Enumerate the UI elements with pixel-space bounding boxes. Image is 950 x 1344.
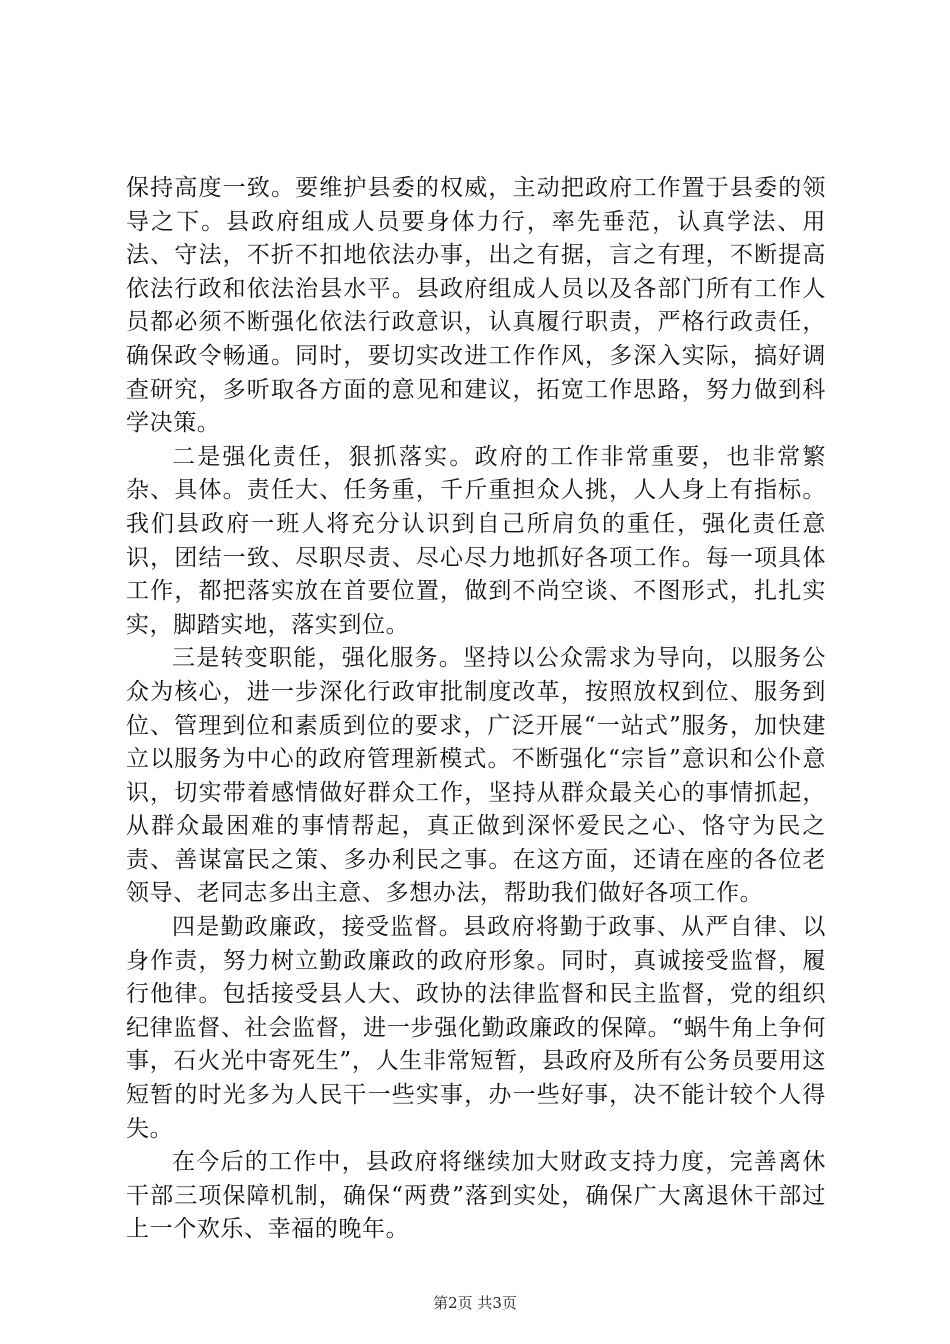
page-footer: 第2页 共3页	[433, 1294, 517, 1312]
paragraph-future-work: 在今后的工作中，县政府将继续加大财政支持力度，完善离休干部三项保障机制，确保“两费”落到实处，确保广大离退休干部过上一个欢乐、幸福的晚年。	[126, 1149, 826, 1243]
paragraph-service: 三是转变职能，强化服务。坚持以公众需求为导向，以服务公众为核心，进一步深化行政审批制度改革，按照放权到位、服务到位、管理到位和素质到位的要求，广泛开展“一站式”服务，加快建立以服务为中心的政府管理新模式。不断强化“宗旨”意识和公仆意识，切实带着感情做好群众工作，坚持从群众最关心的事情抓起，从群众最困难的事情帮起，真正做到深怀爱民之心、恪守为民之责、善谋富民之策、多办利民之事。在这方面，还请在座的各位老领导、老同志多出主意、多想办法，帮助我们做好各项工作。	[126, 645, 826, 907]
paragraph-integrity: 四是勤政廉政，接受监督。县政府将勤于政事、从严自律、以身作责，努力树立勤政廉政的政府形象。同时，真诚接受监督，履行他律。包括接受县人大、政协的法律监督和民主监督，党的组织纪律监督、社会监督，进一步强化勤政廉政的保障。“蜗牛角上争何事，石火光中寄死生”，人生非常短暂，县政府及所有公务员要用这短暂的时光多为人民干一些实事，办一些好事，决不能计较个人得失。	[126, 914, 826, 1142]
paragraph-responsibility: 二是强化责任，狠抓落实。政府的工作非常重要，也非常繁杂、具体。责任大、任务重，千斤重担众人挑，人人身上有指标。我们县政府一班人将充分认识到自己所肩负的重任，强化责任意识，团结一致、尽职尽责、尽心尽力地抓好各项工作。每一项具体工作，都把落实放在首要位置，做到不尚空谈、不图形式，扎扎实实，脚踏实地，落实到位。	[126, 443, 826, 638]
document-body	[126, 172, 826, 1247]
paragraph-continued: 保持高度一致。要维护县委的权威，主动把政府工作置于县委的领导之下。县政府组成人员要身体力行，率先垂范，认真学法、用法、守法，不折不扣地依法办事，出之有据，言之有理，不断提高依法行政和依法治县水平。县政府组成人员以及各部门所有工作人员都必须不断强化依法行政意识，认真履行职责，严格行政责任，确保政令畅通。同时，要切实改进工作作风，多深入实际，搞好调查研究，多听取各方面的意见和建议，拓宽工作思路，努力做到科学决策。	[126, 175, 826, 437]
